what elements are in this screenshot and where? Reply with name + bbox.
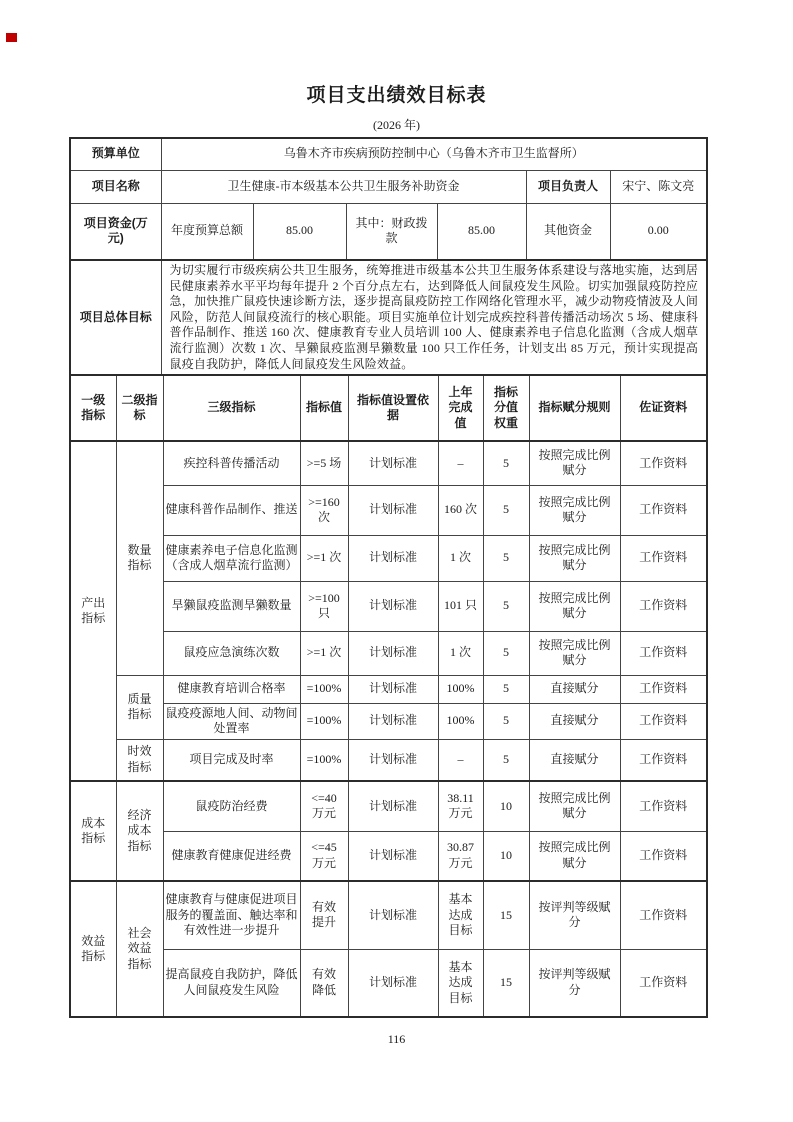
budget-unit-label: 预算单位 — [70, 138, 161, 170]
indicator-rule: 按照完成比例赋分 — [529, 781, 620, 831]
indicator-basis: 计划标准 — [348, 703, 438, 739]
project-info-table — [69, 137, 708, 376]
header-level3: 三级指标 — [163, 375, 300, 441]
indicator-basis: 计划标准 — [348, 881, 438, 949]
indicator-prev: 100% — [438, 675, 483, 703]
indicator-basis: 计划标准 — [348, 441, 438, 485]
indicator-basis: 计划标准 — [348, 675, 438, 703]
indicator-row — [70, 441, 707, 485]
indicator-name: 鼠疫应急演练次数 — [163, 631, 300, 675]
indicator-rule: 按照完成比例赋分 — [529, 535, 620, 581]
indicator-evidence: 工作资料 — [620, 949, 707, 1017]
red-corner-mark — [6, 33, 17, 42]
budget-unit-value: 乌鲁木齐市疾病预防控制中心（乌鲁木齐市卫生监督所） — [161, 138, 707, 170]
tables-container — [69, 137, 706, 1018]
project-fund-label: 项目资金(万元) — [70, 203, 161, 260]
indicator-name: 项目完成及时率 — [163, 739, 300, 781]
indicator-weight: 5 — [483, 485, 529, 535]
indicator-row — [70, 535, 707, 581]
other-fund-label: 其他资金 — [526, 203, 610, 260]
indicator-basis: 计划标准 — [348, 581, 438, 631]
indicator-weight: 10 — [483, 781, 529, 831]
indicator-name: 旱獭鼠疫监测旱獭数量 — [163, 581, 300, 631]
indicator-target: =100% — [300, 703, 348, 739]
indicator-table — [69, 374, 708, 1018]
indicator-name: 健康教育培训合格率 — [163, 675, 300, 703]
indicator-row — [70, 485, 707, 535]
indicator-row — [70, 739, 707, 781]
level1-output: 产出指标 — [70, 441, 116, 781]
level2-economic-cost: 经济成本指标 — [116, 781, 163, 881]
level1-cost: 成本指标 — [70, 781, 116, 881]
indicator-basis: 计划标准 — [348, 781, 438, 831]
budget-unit-row — [70, 138, 707, 170]
indicator-name: 疾控科普传播活动 — [163, 441, 300, 485]
indicator-name: 鼠疫防治经费 — [163, 781, 300, 831]
indicator-rule: 按照完成比例赋分 — [529, 831, 620, 881]
indicator-basis: 计划标准 — [348, 535, 438, 581]
page-subtitle: (2026 年) — [373, 118, 420, 132]
indicator-target: <=45 万元 — [300, 831, 348, 881]
indicator-row — [70, 631, 707, 675]
indicator-row — [70, 581, 707, 631]
indicator-evidence: 工作资料 — [620, 703, 707, 739]
level2-timeliness: 时效指标 — [116, 739, 163, 781]
indicator-weight: 5 — [483, 535, 529, 581]
overall-goal-text: 为切实履行市级疾病公共卫生服务，统筹推进市级基本公共卫生服务体系建设与落地实施，达到居民健康素养水平平均每年提升 2 个百分点左右，达到降低人间鼠疫发生风险。切实加强鼠疫防控应急，加快推广鼠疫快速诊断方法，逐步提高鼠疫防控工作网络化管理水平，减少动物疫情波及人间风险，防范人间鼠疫流行的核心职能。项目实施单位计划完成疾控科普传播活动场次 5 场、健康科普作品制作、推送 160 次、健康教育专业人员培训 100 人、健康素养电子信息化监测（含成人烟草流行监测）次数 1 次、旱獭鼠疫监测旱獭数量 100 只工作任务，计划支出 85 万元，预计实现提高鼠疫自我防护，降低人间鼠疫发生风险效益。 — [161, 260, 707, 375]
header-weight: 指标分值权重 — [483, 375, 529, 441]
header-level1: 一级指标 — [70, 375, 116, 441]
indicator-evidence: 工作资料 — [620, 739, 707, 781]
project-leader-label: 项目负责人 — [526, 170, 610, 203]
indicator-evidence: 工作资料 — [620, 485, 707, 535]
indicator-name: 健康教育与健康促进项目服务的覆盖面、触达率和有效性进一步提升 — [163, 881, 300, 949]
indicator-prev: 基本达成目标 — [438, 881, 483, 949]
indicator-prev: – — [438, 441, 483, 485]
indicator-rule: 直接赋分 — [529, 703, 620, 739]
page-title: 项目支出绩效目标表 — [306, 85, 487, 106]
level2-quantity: 数量指标 — [116, 441, 163, 675]
indicator-target: 有效提升 — [300, 881, 348, 949]
project-name-value: 卫生健康-市本级基本公共卫生服务补助资金 — [161, 170, 526, 203]
indicator-evidence: 工作资料 — [620, 581, 707, 631]
indicator-weight: 5 — [483, 739, 529, 781]
indicator-weight: 5 — [483, 581, 529, 631]
overall-goal-label: 项目总体目标 — [70, 260, 161, 375]
indicator-weight: 5 — [483, 703, 529, 739]
annual-budget-value: 85.00 — [253, 203, 346, 260]
header-target: 指标值 — [300, 375, 348, 441]
other-fund-value: 0.00 — [610, 203, 707, 260]
indicator-row — [70, 781, 707, 831]
header-basis: 指标值设置依据 — [348, 375, 438, 441]
indicator-row — [70, 831, 707, 881]
header-prev: 上年完成值 — [438, 375, 483, 441]
fiscal-allocation-value: 85.00 — [437, 203, 526, 260]
indicator-basis: 计划标准 — [348, 831, 438, 881]
indicator-evidence: 工作资料 — [620, 781, 707, 831]
indicator-evidence: 工作资料 — [620, 535, 707, 581]
header-level2: 二级指标 — [116, 375, 163, 441]
indicator-evidence: 工作资料 — [620, 831, 707, 881]
level2-quality: 质量指标 — [116, 675, 163, 739]
indicator-prev: 基本达成目标 — [438, 949, 483, 1017]
indicator-rule: 直接赋分 — [529, 675, 620, 703]
indicator-evidence: 工作资料 — [620, 881, 707, 949]
indicator-rule: 按照完成比例赋分 — [529, 581, 620, 631]
indicator-basis: 计划标准 — [348, 739, 438, 781]
indicator-target: >=160 次 — [300, 485, 348, 535]
project-name-label: 项目名称 — [70, 170, 161, 203]
indicator-name: 健康素养电子信息化监测（含成人烟草流行监测） — [163, 535, 300, 581]
indicator-target: 有效降低 — [300, 949, 348, 1017]
indicator-target: <=40 万元 — [300, 781, 348, 831]
indicator-basis: 计划标准 — [348, 949, 438, 1017]
indicator-prev: 160 次 — [438, 485, 483, 535]
level1-benefit: 效益指标 — [70, 881, 116, 1017]
annual-budget-label: 年度预算总额 — [161, 203, 253, 260]
indicator-name: 健康教育健康促进经费 — [163, 831, 300, 881]
indicator-rule: 按照完成比例赋分 — [529, 441, 620, 485]
indicator-prev: 1 次 — [438, 535, 483, 581]
indicator-prev: 101 只 — [438, 581, 483, 631]
indicator-weight: 5 — [483, 441, 529, 485]
indicator-name: 鼠疫疫源地人间、动物间处置率 — [163, 703, 300, 739]
overall-goal-row — [70, 260, 707, 375]
project-fund-row — [70, 203, 707, 260]
indicator-weight: 10 — [483, 831, 529, 881]
indicator-name: 健康科普作品制作、推送 — [163, 485, 300, 535]
indicator-rule: 按评判等级赋分 — [529, 949, 620, 1017]
indicator-rule: 按照完成比例赋分 — [529, 485, 620, 535]
indicator-target: >=1 次 — [300, 631, 348, 675]
indicator-evidence: 工作资料 — [620, 675, 707, 703]
indicator-prev: 1 次 — [438, 631, 483, 675]
indicator-weight: 15 — [483, 949, 529, 1017]
indicator-target: =100% — [300, 675, 348, 703]
indicator-basis: 计划标准 — [348, 631, 438, 675]
indicator-header-row — [70, 375, 707, 441]
indicator-prev: 30.87 万元 — [438, 831, 483, 881]
indicator-weight: 5 — [483, 631, 529, 675]
indicator-weight: 15 — [483, 881, 529, 949]
project-name-row — [70, 170, 707, 203]
indicator-prev: – — [438, 739, 483, 781]
project-leader-value: 宋宁、陈文亮 — [610, 170, 707, 203]
page-number: 116 — [387, 1032, 406, 1046]
indicator-rule: 直接赋分 — [529, 739, 620, 781]
indicator-row — [70, 881, 707, 949]
indicator-target: =100% — [300, 739, 348, 781]
indicator-target: >=5 场 — [300, 441, 348, 485]
indicator-row — [70, 703, 707, 739]
indicator-row — [70, 675, 707, 703]
indicator-name: 提高鼠疫自我防护，降低人间鼠疫发生风险 — [163, 949, 300, 1017]
indicator-prev: 38.11 万元 — [438, 781, 483, 831]
indicator-evidence: 工作资料 — [620, 441, 707, 485]
header-evidence: 佐证资料 — [620, 375, 707, 441]
header-rule: 指标赋分规则 — [529, 375, 620, 441]
fiscal-allocation-label: 其中：财政拨款 — [346, 203, 437, 260]
indicator-rule: 按照完成比例赋分 — [529, 631, 620, 675]
indicator-target: >=1 次 — [300, 535, 348, 581]
indicator-evidence: 工作资料 — [620, 631, 707, 675]
indicator-row — [70, 949, 707, 1017]
indicator-basis: 计划标准 — [348, 485, 438, 535]
level2-social-benefit: 社会效益指标 — [116, 881, 163, 1017]
indicator-prev: 100% — [438, 703, 483, 739]
indicator-weight: 5 — [483, 675, 529, 703]
indicator-rule: 按评判等级赋分 — [529, 881, 620, 949]
indicator-target: >=100 只 — [300, 581, 348, 631]
